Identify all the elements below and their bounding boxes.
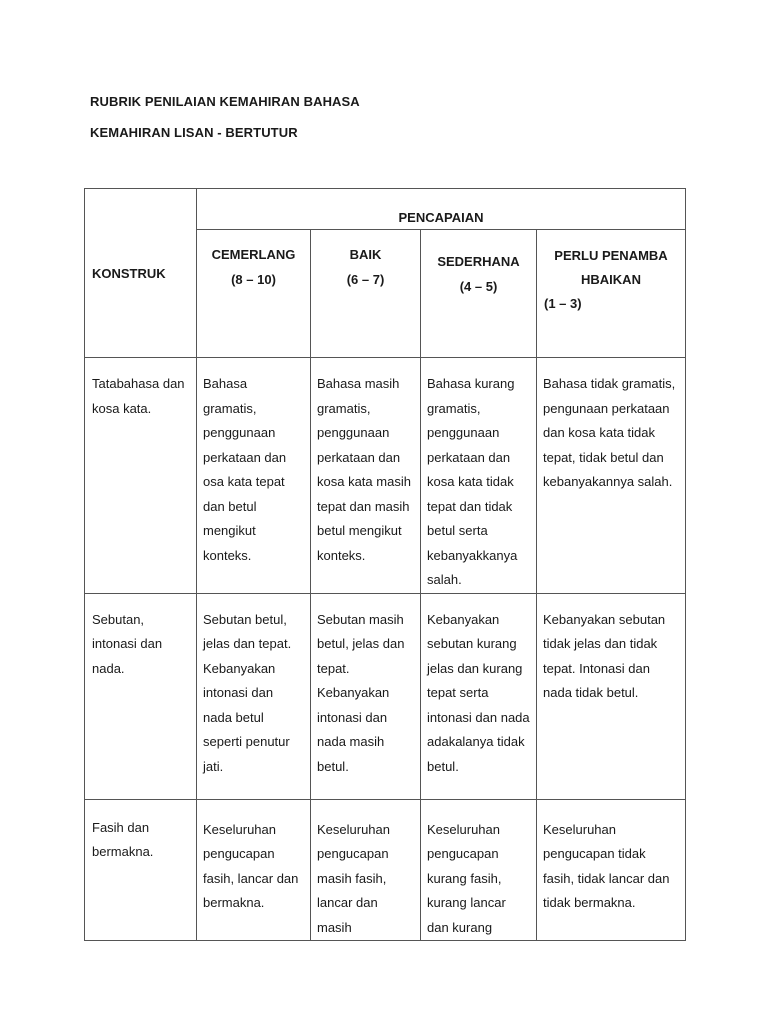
document-title: RUBRIK PENILAIAN KEMAHIRAN BAHASA <box>90 94 360 109</box>
level-name: SEDERHANA <box>437 254 520 269</box>
level-range: (4 – 5) <box>459 279 498 294</box>
konstruk-cell: Sebutan, intonasi dan nada. <box>85 593 197 799</box>
criteria-cell: Keseluruhan pengucapan kurang fasih, kurang lancar dan kurang <box>421 799 537 941</box>
rubric-row <box>85 593 686 799</box>
criteria-cell: Sebutan betul, jelas dan tepat. Kebanyakan intonasi dan nada betul seperti penutur jati. <box>197 593 311 799</box>
criteria-cell: Keseluruhan pengucapan masih fasih, lancar dan masih <box>311 799 421 941</box>
konstruk-cell: Fasih dan bermakna. <box>85 799 197 941</box>
konstruk-cell: Tatabahasa dan kosa kata. <box>85 358 197 594</box>
rubric-table <box>84 188 686 941</box>
criteria-cell: Bahasa kurang gramatis, penggunaan perkataan dan kosa kata tidak tepat dan tidak betul serta kebanyakkanya salah. <box>421 358 537 594</box>
level-header-perlu-penambahbaikan <box>537 230 686 358</box>
level-header-baik <box>311 230 421 358</box>
criteria-cell: Kebanyakan sebutan kurang jelas dan kurang tepat serta intonasi dan nada adakalanya tidak betul. <box>421 593 537 799</box>
header-row-pencapaian <box>85 189 686 230</box>
level-range: (8 – 10) <box>231 272 276 287</box>
document-subtitle: KEMAHIRAN LISAN - BERTUTUR <box>90 125 298 140</box>
criteria-cell: Keseluruhan pengucapan fasih, lancar dan bermakna. <box>197 799 311 941</box>
criteria-cell: Kebanyakan sebutan tidak jelas dan tidak tepat. Intonasi dan nada tidak betul. <box>537 593 686 799</box>
level-name: PERLU PENAMBAHBAIKAN <box>554 248 668 287</box>
level-name: BAIK <box>349 247 382 262</box>
konstruk-header: KONSTRUK <box>85 189 197 358</box>
level-range: (6 – 7) <box>346 272 385 287</box>
criteria-cell: Sebutan masih betul, jelas dan tepat. Kebanyakan intonasi dan nada masih betul. <box>311 593 421 799</box>
level-name: CEMERLANG <box>211 247 296 262</box>
pencapaian-header: PENCAPAIAN <box>197 189 686 230</box>
criteria-cell: Bahasa tidak gramatis, pengunaan perkataan dan kosa kata tidak tepat, tidak betul dan kebanyakannya salah. <box>537 358 686 594</box>
criteria-cell: Bahasa masih gramatis, penggunaan perkataan dan kosa kata masih tepat dan masih betul mengikut konteks. <box>311 358 421 594</box>
criteria-cell: Bahasa gramatis, penggunaan perkataan dan osa kata tepat dan betul mengikut konteks. <box>197 358 311 594</box>
rubric-row <box>85 358 686 594</box>
criteria-cell: Keseluruhan pengucapan tidak fasih, tidak lancar dan tidak bermakna. <box>537 799 686 941</box>
rubric-row <box>85 799 686 941</box>
level-range: (1 – 3) <box>544 296 582 311</box>
level-header-sederhana <box>421 230 537 358</box>
level-header-cemerlang <box>197 230 311 358</box>
